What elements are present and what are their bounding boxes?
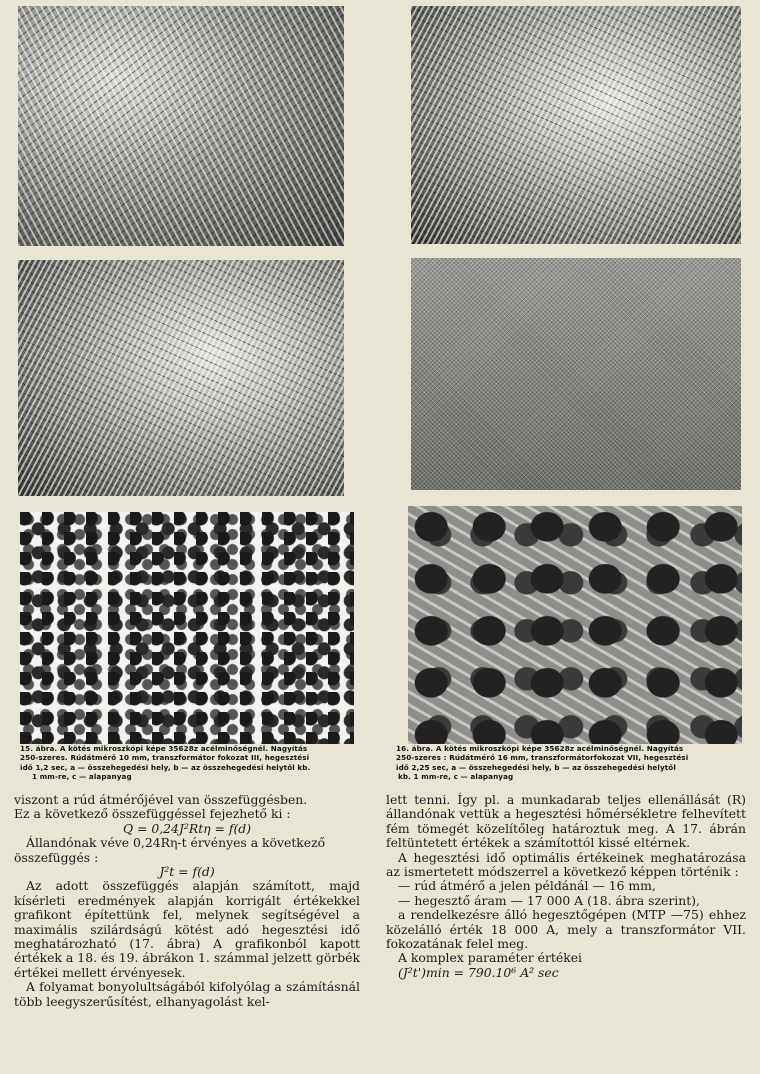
caption-line: 250-szeres. Rúdátmérő 10 mm, transzformátor fokozat III, hegesztési xyxy=(20,753,310,763)
caption-line: 1 mm-re, c — alapanyag xyxy=(32,772,132,782)
formula-heat: Q = 0,24J²Rtη = f(d) xyxy=(122,820,252,836)
micrograph-16b xyxy=(411,258,741,490)
left-text-column xyxy=(14,793,360,1009)
text-line: A komplex paraméter értékei xyxy=(398,950,583,966)
caption-line: idő 2,25 sec, a — összehegedési hely, b — az összehegedési helytől xyxy=(396,762,676,772)
figure-16-caption xyxy=(396,744,744,782)
paragraph: Az adott összefüggés alapján számított, majd kísérleti eredmények alapján korrigált értékekkel grafikont építettünk fel, melynek segítségével a maximális szilárdságú kötést adó hegesztési idő meghatározható (17. ábra) A grafikonból kapott értékek a 18. és 19. ábrákon 1. számmal jelzett görbék értékei mellett érvényesek. xyxy=(14,878,360,980)
text-line: Állandónak véve 0,24Rη-t érvényes a következő xyxy=(26,835,326,851)
caption-line: 16. ábra. A kötés mikroszkópi képe 35628z acélminőségnél. Nagyítás xyxy=(396,744,684,753)
list-item: — hegesztő áram — 17 000 A (18. ábra szerint), xyxy=(398,892,700,908)
formula-j2t: J²t = f(d) xyxy=(159,864,215,880)
micrograph-15c xyxy=(20,512,354,744)
paragraph: A folyamat bonyolultságából kifolyólag a számításnál több leegyszerűsítést, elhanyagolást kel- xyxy=(14,979,360,1009)
formula-jt-min: (J²t')min = 790.10⁶ A² sec xyxy=(398,964,559,980)
list-item: — rúd átmérő a jelen példánál — 16 mm, xyxy=(398,878,656,894)
micrograph-16a xyxy=(411,6,741,244)
paragraph: A hegesztési idő optimális értékeinek meghatározása az ismertetett módszerrel a következő képpen történik : xyxy=(386,849,746,880)
caption-line: 250-szeres : Rúdátmérő 16 mm, transzformátorfokozat VII, hegesztési xyxy=(396,753,689,763)
paragraph: lett tenni. Így pl. a munkadarab teljes ellenállását (R) állandónak vettük a hegesztési hőmérsékletre felhevített fém tömegét közelítőleg határoztuk meg. A 17. ábrán feltüntetett értékek a számítottól kissé eltérnek. xyxy=(386,792,746,851)
micrograph-15a xyxy=(18,6,344,246)
text-line: Ez a következő összefüggéssel fejezhető ki : xyxy=(14,806,291,822)
micrograph-16c xyxy=(408,506,742,744)
micrograph-15b xyxy=(18,260,344,496)
caption-line: 15. ábra. A kötés mikroszkópi képe 35628z acélminőségnél. Nagyítás xyxy=(20,744,308,753)
figure-15-caption xyxy=(20,744,360,782)
text-line: összefüggés : xyxy=(14,849,99,865)
paragraph: a rendelkezésre álló hegesztőgépen (MTP —75) ehhez közelálló érték 18 000 A, mely a transzformátor VII. fokozatának felel meg. xyxy=(386,907,746,952)
right-text-column xyxy=(386,793,746,980)
caption-line: kb. 1 mm-re, c — alapanyag xyxy=(398,772,514,782)
caption-line: idő 1,2 sec, a — összehegedési hely, b — az összehegedési helytől kb. xyxy=(20,762,311,772)
text-line: viszont a rúd átmérőjével van összefüggésben. xyxy=(14,792,308,807)
